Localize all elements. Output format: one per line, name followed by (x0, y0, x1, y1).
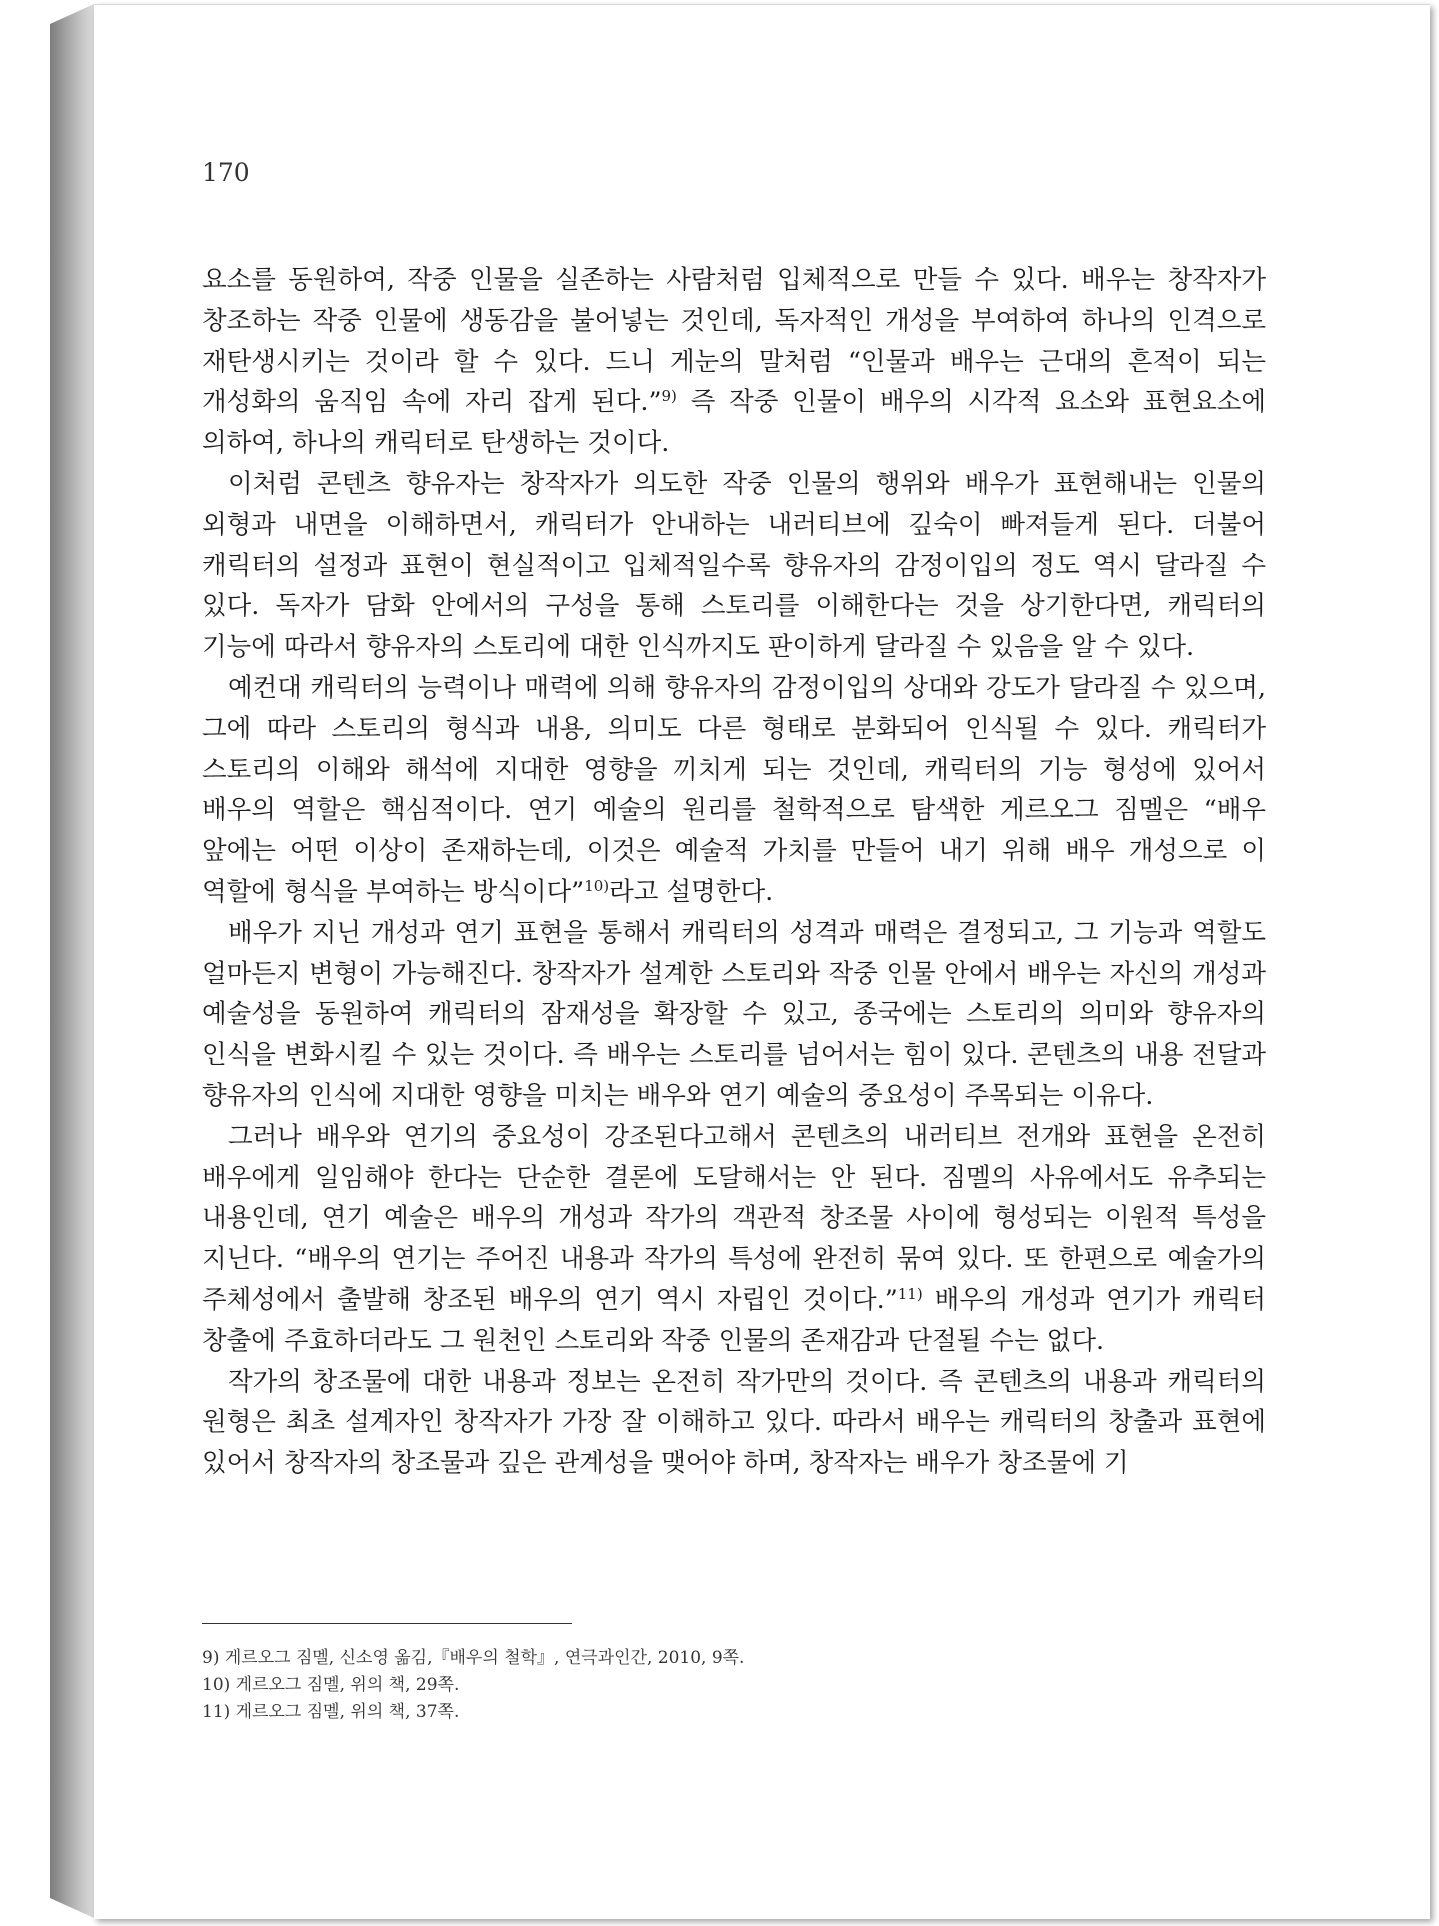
footnote-ref-9[interactable]: 9) (661, 387, 677, 406)
paragraph-5-text-a: 그러나 배우와 연기의 중요성이 강조된다고해서 콘텐츠의 내러티브 전개와 표현을 온전히 배우에게 일임해야 한다는 단순한 결론에 도달해서는 안 된다. 짐멜의 사유에서도 유추되는 내용인데, 연기 예술은 배우의 개성과 작가의 객관적 창조물 사이에 형성되는 이원적 특성을 지닌다. “배우의 연기는 주어진 내용과 작가의 특성에 완전히 묶여 있다. 또 한편으로 예술가의 주체성에서 출발해 창조된 배우의 연기 역시 자립인 것이다.” (202, 1121, 1266, 1315)
paragraph-6: 작가의 창조물에 대한 내용과 정보는 온전히 작가만의 것이다. 즉 콘텐츠의 내용과 캐릭터의 원형은 최초 설계자인 창작자가 가장 잘 이해하고 있다. 따라서 배우는 캐릭터의 창출과 표현에 있어서 창작자의 창조물과 깊은 관계성을 맺어야 하며, 창작자는 배우가 창조물에 기 (202, 1366, 1266, 1479)
page-number: 170 (202, 158, 250, 187)
footnote-11: 11) 게르오그 짐멜, 위의 책, 37쪽. (202, 1702, 460, 1722)
paragraph-5-text-b: 배우의 개성과 연기가 캐릭터 창출에 주효하더라도 그 원천인 스토리와 작중 인물의 존재감과 단절될 수는 없다. (202, 1284, 1266, 1356)
footnote-divider (202, 1623, 572, 1624)
paragraph-1 (202, 260, 1266, 464)
footnote-10: 10) 게르오그 짐멜, 위의 책, 29쪽. (202, 1675, 460, 1695)
footnote-ref-11[interactable]: 11) (897, 1284, 923, 1303)
paragraph-3 (202, 668, 1266, 913)
paragraph-3-text-b: 라고 설명한다. (609, 876, 774, 907)
body-text (202, 260, 1266, 1484)
paragraph-2: 이처럼 콘텐츠 향유자는 창작자가 의도한 작중 인물의 행위와 배우가 표현해내는 인물의 외형과 내면을 이해하면서, 캐릭터가 안내하는 내러티브에 깊숙이 빠져들게 된다. 더불어 캐릭터의 설정과 표현이 현실적이고 입체적일수록 향유자의 감정이입의 정도 역시 달라질 수 있다. 독자가 담화 안에서의 구성을 통해 스토리를 이해한다는 것을 상기한다면, 캐릭터의 기능에 따라서 향유자의 스토리에 대한 인식까지도 판이하게 달라질 수 있음을 알 수 있다. (202, 468, 1266, 663)
footnote-ref-10[interactable]: 10) (584, 876, 610, 895)
book-spine-edge (50, 4, 94, 1918)
paragraph-4: 배우가 지닌 개성과 연기 표현을 통해서 캐릭터의 성격과 매력은 결정되고, 그 기능과 역할도 얼마든지 변형이 가능해진다. 창작자가 설계한 스토리와 작중 인물 안에서 배우는 자신의 개성과 예술성을 동원하여 캐릭터의 잠재성을 확장할 수 있고, 종국에는 스토리의 의미와 향유자의 인식을 변화시킬 수 있는 것이다. 즉 배우는 스토리를 넘어서는 힘이 있다. 콘텐츠의 내용 전달과 향유자의 인식에 지대한 영향을 미치는 배우와 연기 예술의 중요성이 주목되는 이유다. (202, 917, 1266, 1111)
paragraph-3-text-a: 예컨대 캐릭터의 능력이나 매력에 의해 향유자의 감정이입의 상대와 강도가 달라질 수 있으며, 그에 따라 스토리의 형식과 내용, 의미도 다른 형태로 분화되어 인식될 수 있다. 캐릭터가 스토리의 이해와 해석에 지대한 영향을 끼치게 되는 것인데, 캐릭터의 기능 형성에 있어서 배우의 역할은 핵심적이다. 연기 예술의 원리를 철학적으로 탐색한 게르오그 짐멜은 “배우 앞에는 어떤 이상이 존재하는데, 이것은 예술적 가치를 만들어 내기 위해 배우 개성으로 이 역할에 형식을 부여하는 방식이다” (202, 672, 1266, 907)
paragraph-5 (202, 1117, 1266, 1362)
footnotes (202, 1645, 1202, 1726)
paragraph-1-text-b: 즉 작중 인물이 배우의 시각적 요소와 표현요소에 의하여, 하나의 캐릭터로 탄생하는 것이다. (202, 387, 1267, 459)
paragraph-1-text-a: 요소를 동원하여, 작중 인물을 실존하는 사람처럼 입체적으로 만들 수 있다. 배우는 창작자가 창조하는 작중 인물에 생동감을 불어넣는 것인데, 독자적인 개성을 부여하여 하나의 인격으로 재탄생시키는 것이라 할 수 있다. 드니 게눈의 말처럼 “인물과 배우는 근대의 흔적이 되는 개성화의 움직임 속에 자리 잡게 된다.” (202, 265, 1266, 418)
footnote-9: 9) 게르오그 짐멜, 신소영 옮김,『배우의 철학』, 연극과인간, 2010, 9쪽. (202, 1648, 745, 1668)
